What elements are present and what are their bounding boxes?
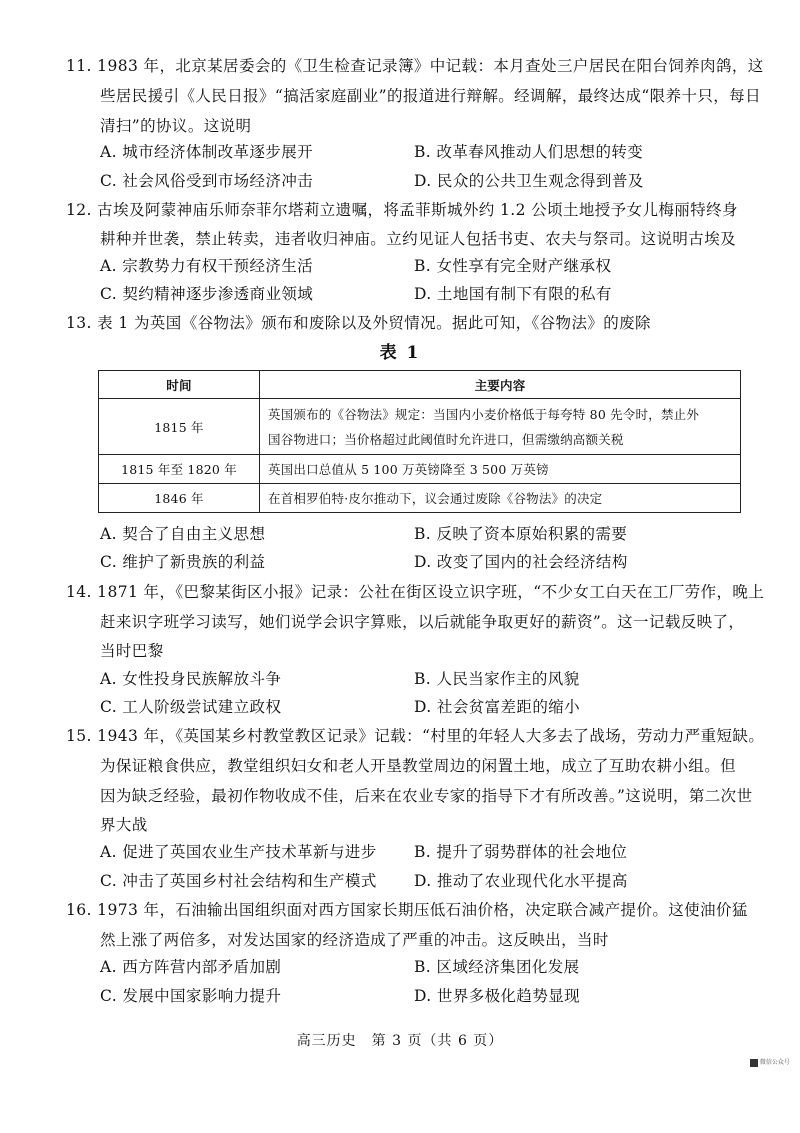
table-row [99,399,741,455]
option-d: D. 民众的公共卫生观念得到普及 [414,172,644,190]
option-c: C. 工人阶级尝试建立政权 [100,698,282,716]
table-header-time: 时间 [99,371,260,399]
cell-line: 国谷物进口；当价格超过此阈值时允许进口，但需缴纳高额关税 [268,431,624,447]
table-cell-time: 1815 年至 1820 年 [99,455,260,484]
question-text: 当时巴黎 [100,642,164,660]
option-b: B. 提升了弱势群体的社会地位 [414,843,628,861]
option-c: C. 社会风俗受到市场经济冲击 [100,172,314,190]
option-b: B. 区域经济集团化发展 [414,958,580,976]
question-text: 12. 古埃及阿蒙神庙乐师奈菲尔塔莉立遗嘱，将孟菲斯城外约 1.2 公顷土地授予女儿梅丽特终身 [66,201,738,219]
watermark-text: 微信公众号 [759,1059,790,1066]
option-b: B. 人民当家作主的风貌 [414,670,580,688]
cell-line: 在首相罗伯特·皮尔推动下，议会通过废除《谷物法》的决定 [268,490,603,506]
question-text: 然上涨了两倍多，对发达国家的经济造成了严重的冲击。这反映出，当时 [100,931,609,949]
option-b: B. 改革春风推动人们思想的转变 [414,143,644,161]
option-a: A. 宗教势力有权干预经济生活 [100,257,314,275]
table-cell-content [260,484,741,513]
option-d: D. 改变了国内的社会经济结构 [414,553,628,571]
table-cell-content [260,455,741,484]
question-text: 耕种并世袭，禁止转卖，违者收归神庙。立约见证人包括书吏、农夫与祭司。这说明古埃及 [100,230,737,248]
question-text: 16. 1973 年，石油输出国组织面对西方国家长期压低石油价格，决定联合减产提价。这使油价猛 [66,901,748,919]
question-text: 13. 表 1 为英国《谷物法》颁布和废除以及外贸情况。据此可知，《谷物法》的废除 [66,314,651,332]
option-c: C. 契约精神逐步渗透商业领域 [100,285,314,303]
table-header-row [99,371,741,399]
option-c: C. 冲击了英国乡村社会结构和生产模式 [100,872,377,890]
table-caption: 表 1 [379,343,421,363]
question-text: 14. 1871 年，《巴黎某街区小报》记录：公社在街区设立识字班，“不少女工白天在工厂劳作，晚上 [66,583,765,601]
option-a: A. 契合了自由主义思想 [100,525,266,543]
table-cell-time: 1815 年 [99,399,260,455]
table-1 [98,370,741,513]
option-d: D. 世界多极化趋势显现 [414,987,581,1005]
page-footer: 高三历史 第 3 页（共 6 页） [296,1033,504,1049]
qr-icon [750,1059,758,1067]
question-text: 因为缺乏经验，最初作物收成不佳，后来在农业专家的指导下才有所改善。”这说明，第二次世 [100,787,753,805]
cell-line: 英国出口总值从 5 100 万英镑降至 3 500 万英镑 [268,461,549,477]
table-cell-content [260,399,741,455]
option-a: A. 西方阵营内部矛盾加剧 [100,958,282,976]
question-text: 界大战 [100,816,148,834]
table-header-content: 主要内容 [260,371,741,399]
watermark-logo [750,1057,790,1071]
table-row [99,484,741,513]
option-a: A. 城市经济体制改革逐步展开 [100,143,314,161]
option-d: D. 推动了农业现代化水平提高 [414,872,628,890]
option-c: C. 维护了新贵族的利益 [100,553,266,571]
question-text: 些居民援引《人民日报》“搞活家庭副业”的报道进行辩解。经调解，最终达成“限养十只，每日 [100,87,761,105]
option-d: D. 社会贫富差距的缩小 [414,698,581,716]
option-a: A. 促进了英国农业生产技术革新与进步 [100,843,377,861]
question-text: 为保证粮食供应，教堂组织妇女和老人开垦教堂周边的闲置土地，成立了互助农耕小组。但 [100,757,737,775]
question-text: 15. 1943 年，《英国某乡村教堂教区记录》记载：“村里的年轻人大多去了战场，劳动力严重短缺。 [66,727,765,745]
question-text: 赶来识字班学习读写，她们说学会识字算账，以后就能争取更好的薪资”。这一记载反映了， [100,613,745,631]
question-text: 清扫”的协议。这说明 [100,117,252,135]
option-a: A. 女性投身民族解放斗争 [100,670,282,688]
table-cell-time: 1846 年 [99,484,260,513]
option-d: D. 土地国有制下有限的私有 [414,285,612,303]
option-c: C. 发展中国家影响力提升 [100,987,282,1005]
table-row [99,455,741,484]
option-b: B. 反映了资本原始积累的需要 [414,525,628,543]
cell-line: 英国颁布的《谷物法》规定：当国内小麦价格低于每夸特 80 先令时，禁止外 [268,406,700,422]
option-b: B. 女性享有完全财产继承权 [414,257,612,275]
question-text: 11. 1983 年，北京某居委会的《卫生检查记录簿》中记载：本月查处三户居民在阳台饲养肉鸽，这 [66,57,764,75]
